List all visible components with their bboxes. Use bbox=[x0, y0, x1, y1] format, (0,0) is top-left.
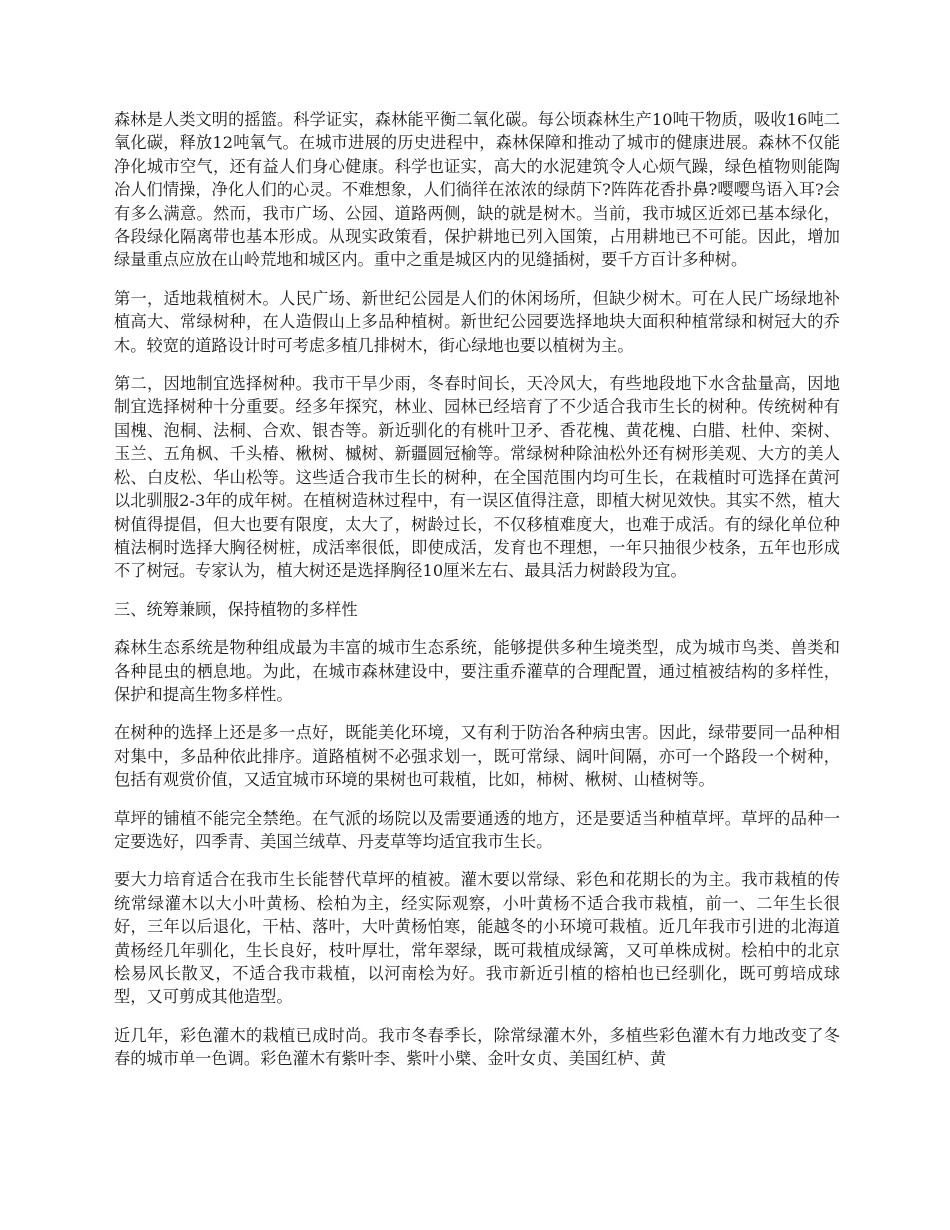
section-heading: 三、统筹兼顾，保持植物的多样性 bbox=[114, 599, 358, 619]
paragraph-second-point: 第二，因地制宜选择树种。我市干旱少雨，冬春时间长，天冷风大，有些地段地下水含盐量高，因地制宜选择树种十分重要。经多年探究，林业、园林已经培育了不少适合我市生长的树种。传统树种有国槐、泡桐、法桐、合欢、银杏等。新近驯化的有桃叶卫矛、香花槐、黄花槐、白腊、杜仲、栾树、玉兰、五角枫、千头椿、楸树、槭树、新疆圆冠榆等。常绿树种除油松外还有树形美观、大方的美人松、白皮松、华山松等。这些适合我市生长的树种，在全国范围内均可生长，在栽植时可选择在黄河以北驯服2-3年的成年树。在植树造林过程中，有一误区值得注意，即植大树见效快。其实不然，植大树值得提倡，但大也要有限度，太大了，树龄过长，不仅移植难度大，也难于成活。有的绿化单位种植法桐时选择大胸径树桩，成活率很低，即使成活，发育也不理想，一年只抽很少枝条，五年也形成不了树冠。专家认为，植大树还是选择胸径10厘米左右、最具活力树龄段为宜。 bbox=[114, 374, 840, 581]
document-body bbox=[114, 108, 840, 1086]
paragraph-first-point: 第一，适地栽植树木。人民广场、新世纪公园是人们的休闲场所，但缺少树木。可在人民广场绿地补植高大、常绿树种，在人造假山上多品种植树。新世纪公园要选择地块大面积种植常绿和树冠大的乔木。较宽的道路设计时可考虑多植几排树木，街心绿地也要以植树为主。 bbox=[114, 288, 840, 355]
paragraph-ecosystem: 森林生态系统是物种组成最为丰富的城市生态系统，能够提供多种生境类型，成为城市鸟类、兽类和各种昆虫的栖息地。为此，在城市森林建设中，要注重乔灌草的合理配置，通过植被结构的多样性，保护和提高生物多样性。 bbox=[114, 638, 840, 704]
paragraph-color-shrubs: 近几年，彩色灌木的栽植已成时尚。我市冬春季长，除常绿灌木外，多植些彩色灌木有力地改变了冬春的城市单一色调。彩色灌木有紫叶李、紫叶小檗、金叶女贞、美国红栌、黄 bbox=[114, 1025, 840, 1069]
paragraph-shrubs: 要大力培育适合在我市生长能替代草坪的植被。灌木要以常绿、彩色和花期长的为主。我市栽植的传统常绿灌木以大小叶黄杨、桧柏为主，经实际观察，小叶黄杨不适合我市栽植，前一、二年生长很好，三年以后退化，干枯、落叶，大叶黄杨怕寒，能越冬的小环境可栽植。近几年我市引进的北海道黄杨经几年驯化，生长良好，枝叶厚壮，常年翠绿，既可栽植成绿篱，又可单株成树。桧柏中的北京桧易风长散叉，不适合我市栽植，以河南桧为好。我市新近引植的榕柏也已经驯化，既可剪培成球型，又可剪成其他造型。 bbox=[114, 870, 840, 1007]
paragraph-tree-selection: 在树种的选择上还是多一点好，既能美化环境，又有利于防治各种病虫害。因此，绿带要同一品种相对集中，多品种依此排序。道路植树不必强求划一，既可常绿、阔叶间隔，亦可一个路段一个树种，包括有观赏价值，又适宜城市环境的果树也可栽植，比如，柿树、楸树、山楂树等。 bbox=[114, 723, 840, 790]
paragraph-lawn: 草坪的铺植不能完全禁绝。在气派的场院以及需要通透的地方，还是要适当种植草坪。草坪的品种一定要选好，四季青、美国兰绒草、丹麦草等均适宜我市生长。 bbox=[114, 808, 840, 851]
paragraph-intro: 森林是人类文明的摇篮。科学证实，森林能平衡二氧化碳。每公顷森林生产10吨干物质，吸收16吨二氧化碳，释放12吨氧气。在城市进展的历史进程中，森林保障和推动了城市的健康进展。森林不仅能净化城市空气，还有益人们身心健康。科学也证实，高大的水泥建筑令人心烦气躁，绿色植物则能陶冶人们情操，净化人们的心灵。不难想象，人们徜徉在浓浓的绿荫下?阵阵花香扑鼻?嘤嘤鸟语入耳?会有多么满意。然而，我市广场、公园、道路两侧，缺的就是树木。当前，我市城区近郊已基本绿化，各段绿化隔离带也基本形成。从现实政策看，保护耕地已列入国策，占用耕地已不可能。因此，增加绿量重点应放在山岭荒地和城区内。重中之重是城区内的见缝插树，要千方百计多种树。 bbox=[114, 110, 840, 270]
